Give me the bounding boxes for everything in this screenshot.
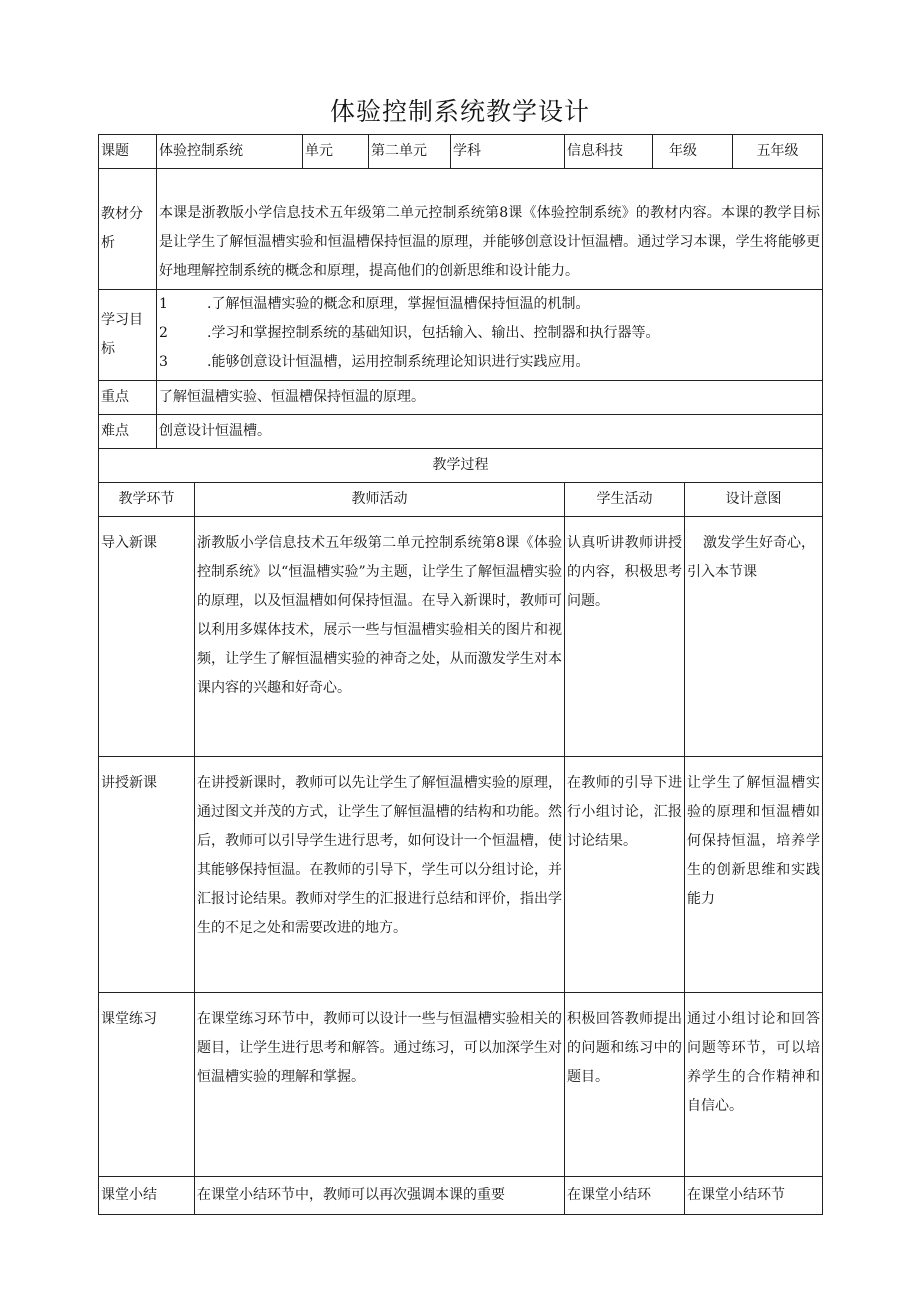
column-header-student: 学生活动 [565,483,685,517]
stage-cell: 讲授新课 [99,757,195,993]
design-intent-cell: 让学生了解恒温槽实验的原理和恒温槽如何保持恒温，培养学生的创新思维和实践能力 [685,757,823,993]
student-activity-cell: 认真听讲教师讲授的内容，积极思考问题。 [565,517,685,757]
key-point-label: 重点 [99,381,157,415]
difficulty-text: 创意设计恒温槽。 [157,415,823,449]
goals-list [157,290,823,381]
goal-text: .了解恒温槽实验的概念和原理，掌握恒温槽保持恒温的机制。 [207,296,590,312]
stage-cell: 导入新课 [99,517,195,757]
goal-item [159,290,820,319]
stage-cell: 课堂练习 [99,993,195,1177]
goal-number: 3 [159,354,168,370]
table-row [99,993,823,1177]
design-intent-cell: 激发学生好奇心，引入本节课 [685,517,823,757]
goal-text: .能够创意设计恒温槽，运用控制系统理论知识进行实践应用。 [207,354,590,370]
difficulty-label: 难点 [99,415,157,449]
analysis-text: 本课是浙教版小学信息技术五年级第二单元控制系统第8课《体验控制系统》的教材内容。本课的教学目标是让学生了解恒温槽实验和恒温槽保持恒温的原理，并能够创意设计恒温槽。通过学习本课，学生将能够更好地理解控制系统的概念和原理，提高他们的创新思维和设计能力。 [157,169,823,290]
grade-label: 年级 [653,135,733,169]
teacher-activity-cell: 浙教版小学信息技术五年级第二单元控制系统第8课《体验控制系统》以“恒温槽实验”为主题，让学生了解恒温槽实验的原理，以及恒温槽如何保持恒温。在导入新课时，教师可以利用多媒体技术，展示一些与恒温槽实验相关的图片和视频，让学生了解恒温槽实验的神奇之处，从而激发学生对本课内容的兴趣和好奇心。 [195,517,565,757]
grade-value: 五年级 [733,135,823,169]
goals-label: 学习目标 [99,290,157,381]
teacher-activity-cell: 在课堂小结环节中，教师可以再次强调本课的重要 [195,1177,565,1215]
analysis-row [99,169,823,290]
teacher-activity-cell: 在讲授新课时，教师可以先让学生了解恒温槽实验的原理，通过图文并茂的方式，让学生了解恒温槽的结构和功能。然后，教师可以引导学生进行思考，如何设计一个恒温槽，使其能够保持恒温。在教师的引导下，学生可以分组讨论，并汇报讨论结果。教师对学生的汇报进行总结和评价，指出学生的不足之处和需要改进的地方。 [195,757,565,993]
column-header-intent: 设计意图 [685,483,823,517]
table-row [99,757,823,993]
course-label: 课题 [99,135,157,169]
goal-item [159,348,820,377]
goal-number: 1 [159,296,168,312]
table-row [99,1177,823,1215]
header-row [99,135,823,169]
teacher-activity-cell: 在课堂练习环节中，教师可以设计一些与恒温槽实验相关的题目，让学生进行思考和解答。通过练习，可以加深学生对恒温槽实验的理解和掌握。 [195,993,565,1177]
goal-number: 2 [159,325,168,341]
goal-text: .学习和掌握控制系统的基础知识，包括输入、输出、控制器和执行器等。 [207,325,660,341]
key-point-row [99,381,823,415]
goal-item [159,319,820,348]
key-point-text: 了解恒温槽实验、恒温槽保持恒温的原理。 [157,381,823,415]
process-heading: 教学过程 [99,449,823,483]
analysis-label: 教材分析 [99,169,157,290]
course-value: 体验控制系统 [157,135,303,169]
design-intent-cell: 在课堂小结环节 [685,1177,823,1215]
process-header-row [99,483,823,517]
student-activity-cell: 积极回答教师提出的问题和练习中的题目。 [565,993,685,1177]
student-activity-cell: 在课堂小结环 [565,1177,685,1215]
lesson-plan-table [98,134,823,1215]
goals-row [99,290,823,381]
column-header-teacher: 教师活动 [195,483,565,517]
document-title: 体验控制系统教学设计 [329,97,590,126]
column-header-stage: 教学环节 [99,483,195,517]
unit-value: 第二单元 [369,135,451,169]
table-row [99,517,823,757]
design-intent-cell: 通过小组讨论和回答问题等环节，可以培养学生的合作精神和自信心。 [685,993,823,1177]
process-heading-row [99,449,823,483]
student-activity-cell: 在教师的引导下进行小组讨论，汇报讨论结果。 [565,757,685,993]
subject-value: 信息科技 [565,135,653,169]
unit-label: 单元 [303,135,369,169]
difficulty-row [99,415,823,449]
stage-cell: 课堂小结 [99,1177,195,1215]
subject-label: 学科 [451,135,565,169]
